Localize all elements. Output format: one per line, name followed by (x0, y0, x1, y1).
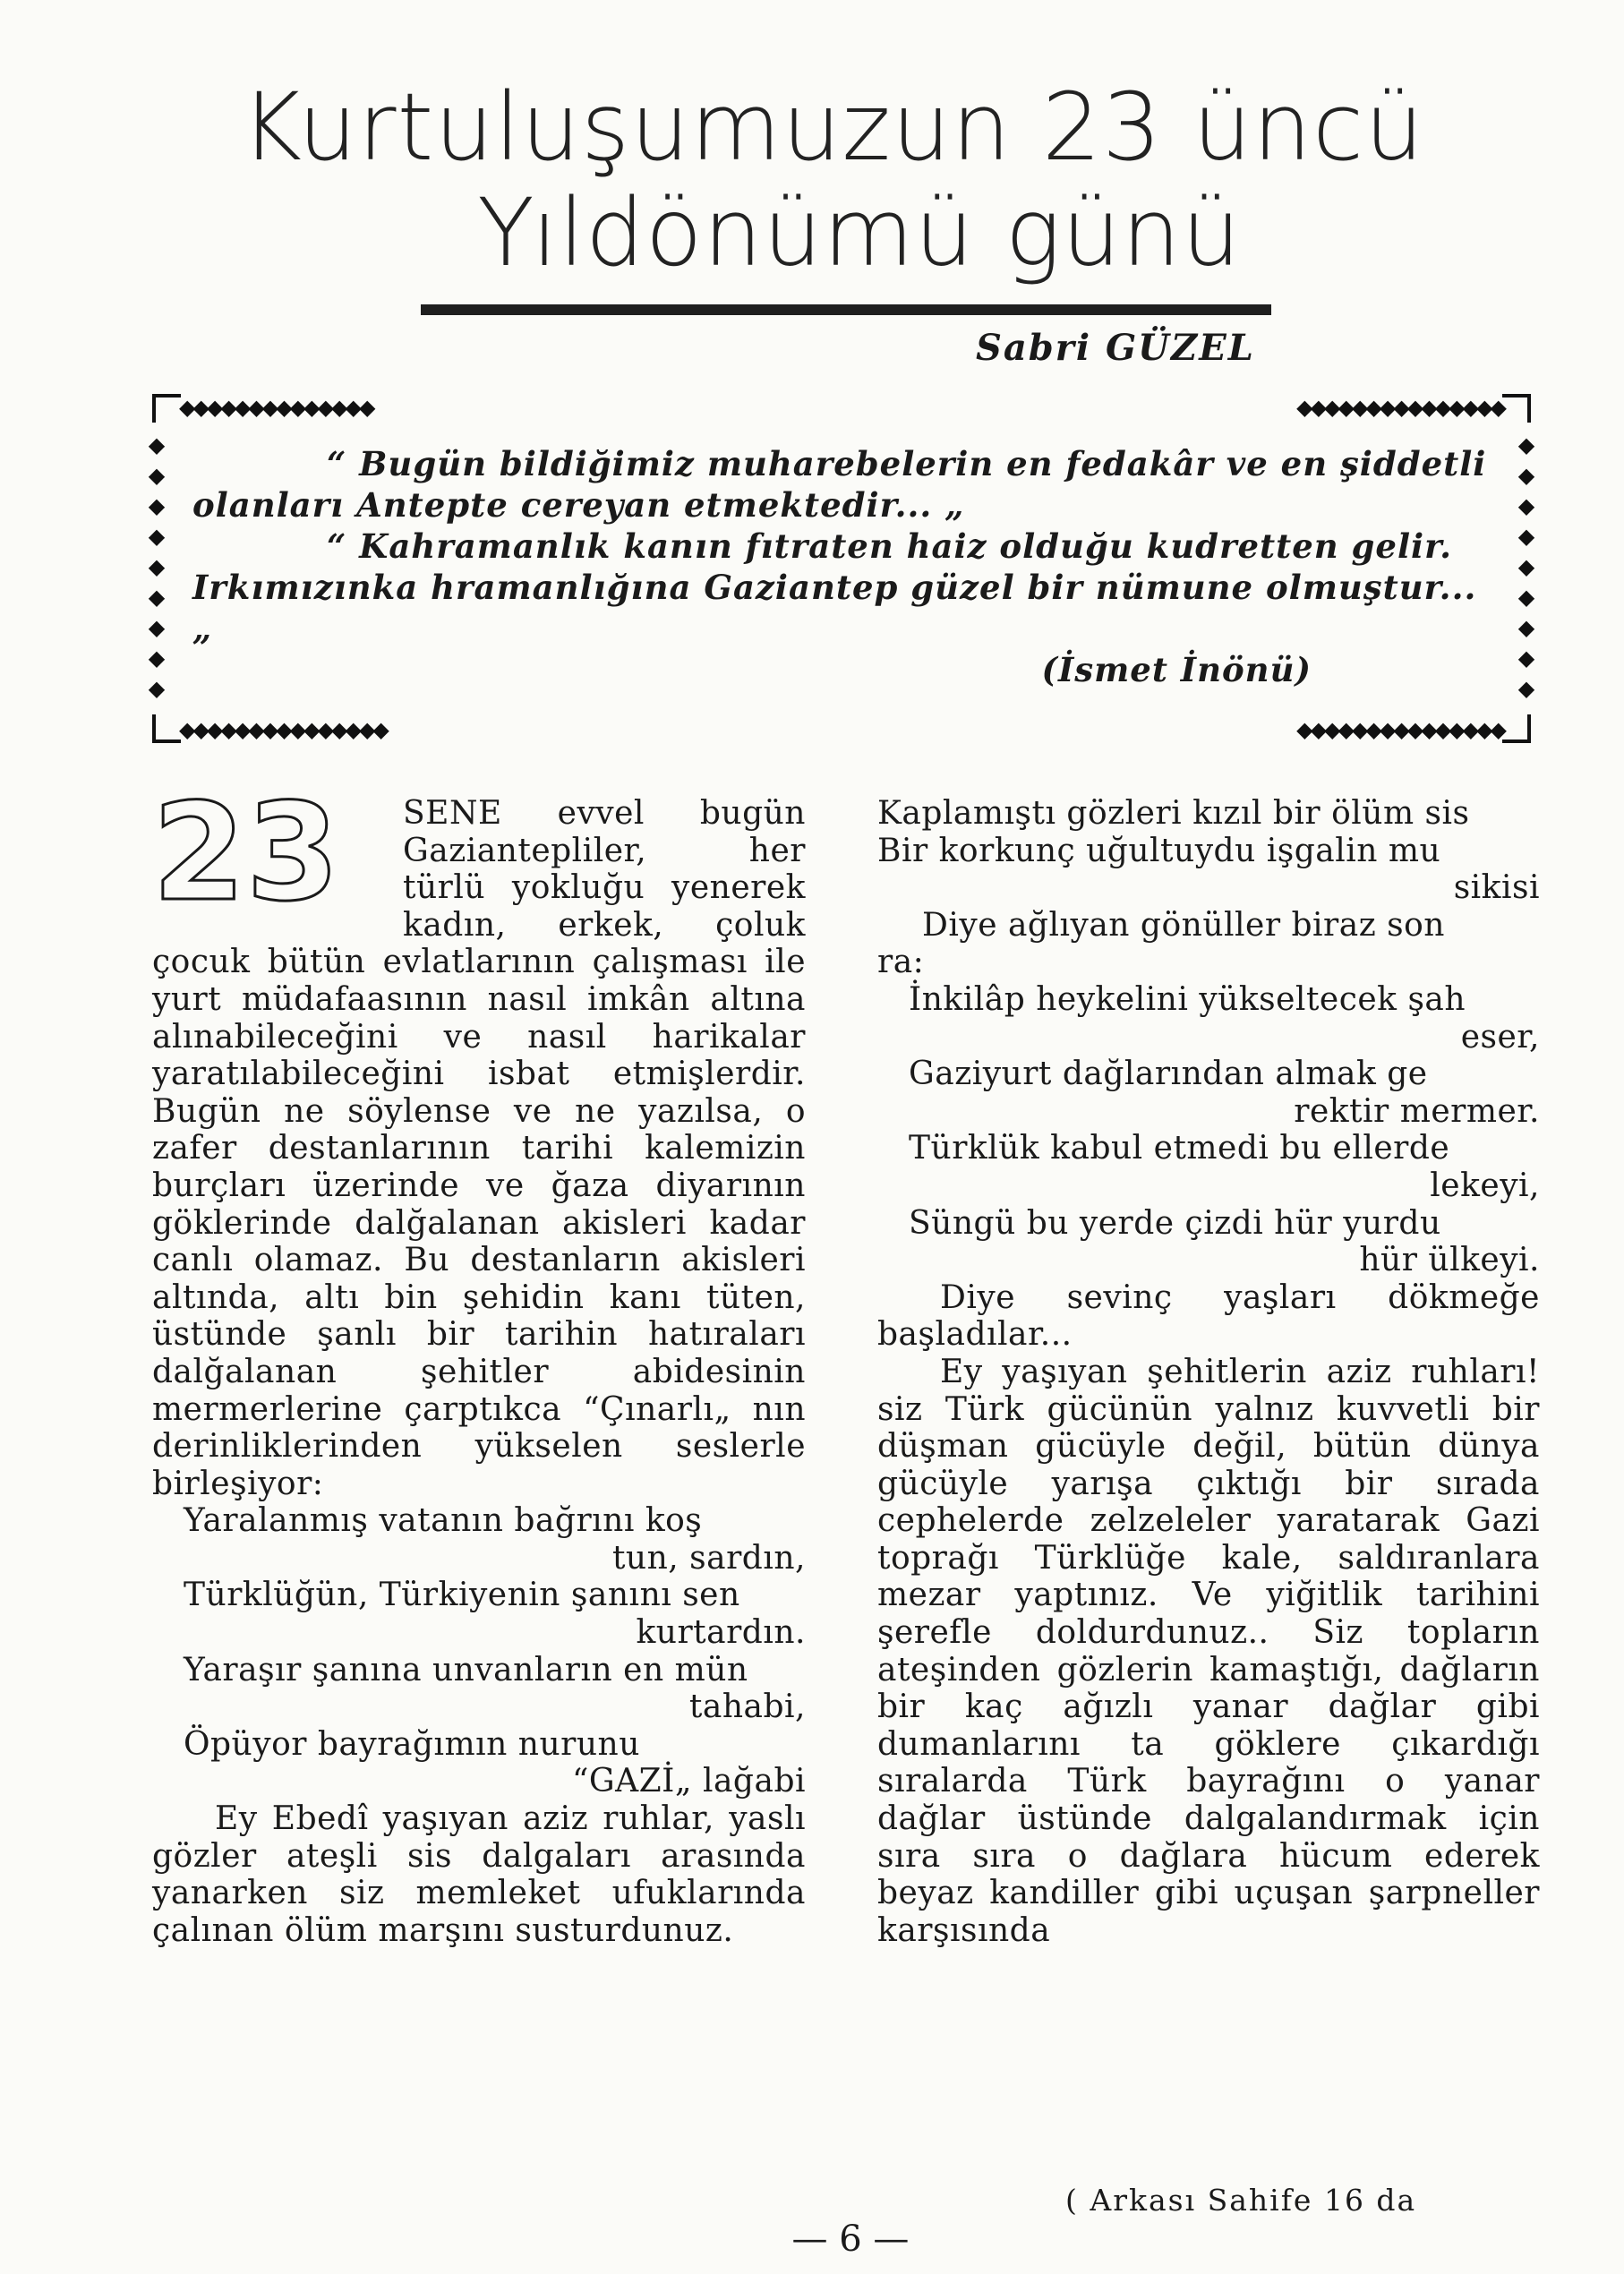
verse-line: Süngü bu yerde çizdi hür yurdu (909, 1204, 1441, 1242)
diamond-border-top-right: ◆◆◆◆◆◆◆◆◆◆◆◆◆◆◆ (1296, 395, 1504, 420)
verse-line: kurtardın. (636, 1614, 806, 1652)
verse-line: ra: (877, 944, 925, 981)
quote-attribution: (İsmet İnönü) (1041, 650, 1312, 689)
diamond-border-top-left: ◆◆◆◆◆◆◆◆◆◆◆◆◆◆ (179, 395, 373, 420)
article-paragraph-left-end: Ey Ebedî yaşıyan aziz ruhlar, yaslı gözler ateşli sis dalgaları arasında yanarken siz memleket ufuklarında çalınan ölüm marşını susturdunuz. (152, 1800, 806, 1949)
verse-line: Bir korkunç uğultuydu işgalin mu (877, 832, 1441, 869)
diamond-border-bottom-right: ◆◆◆◆◆◆◆◆◆◆◆◆◆◆◆ (1296, 717, 1504, 742)
article-column-left (152, 775, 806, 1949)
verse-line: Türklük kabul etmedi bu ellerde (909, 1130, 1450, 1167)
verse-line: Gaziyurt dağlarından almak ge (909, 1056, 1428, 1093)
quote-paragraph-2: “ Kahramanlık kanın fıtraten haiz olduğu kudretten gelir. Irkımızınka hramanlığına Gaziantep güzel bir nümune olmuştur... „ (192, 526, 1477, 648)
verse-line: Yaraşır şanına unvanların en mün (184, 1651, 748, 1688)
article-paragraph-right-end: Ey yaşıyan şehitlerin aziz ruhları! siz Türk gücünün yalnız kuvvetli bir düşman gücüyle değil, bütün dünya gücüyle yarışa çıktığı bir sırada cephelerde zelzeleler yaratarak Gazi toprağı Türklüğe kale, saldıranlara mezar yaptınız. Ve yiğitlik tarihini şerefle doldurdunuz.. Siz topların ateşinden gözlerin kamaştığı, dağların bir kaç ağızlı yanar dağlar gibi dumanlarını ta göklere çıkardığı sıralarda Türk bayrağını o yanar dağlar üstünde dalgalandırmak için sıra sıra o dağlara hücum ederek beyaz kandiller gibi uçuşan şarpneller karşısında (877, 1353, 1540, 1949)
page-number: — 6 — (791, 2218, 910, 2260)
verse-line: Diye ağlıyan gönüller biraz son (922, 906, 1445, 944)
verse-line: Kaplamıştı gözleri kızıl bir ölüm sis (877, 795, 1470, 832)
verse-line: Türklüğün, Türkiyenin şanını sen (184, 1577, 740, 1614)
verse-line: lekeyi, (1430, 1167, 1540, 1204)
border-corner-bottom-left (152, 714, 181, 743)
verse-line: hür ülkeyi. (1359, 1242, 1540, 1279)
quote-box (148, 394, 1535, 743)
verse-line: Öpüyor bayrağımın nurunu (184, 1725, 640, 1763)
diamond-border-bottom-left: ◆◆◆◆◆◆◆◆◆◆◆◆◆◆◆ (179, 717, 387, 742)
verse-stanza-2 (877, 795, 1540, 1279)
verse-line: Yaralanmış vatanın bağrını koş (184, 1502, 703, 1540)
verse-line: İnkilâp heykelini yükseltecek şah (909, 980, 1466, 1018)
quote-text (192, 443, 1500, 690)
continued-note: ( Arkası Sahife 16 da (1065, 2183, 1417, 2218)
verse-line: “GAZİ„ lağabi (571, 1763, 806, 1800)
border-corner-top-right (1502, 394, 1531, 423)
border-corner-top-left (152, 394, 181, 423)
verse-line: tahabi, (688, 1688, 806, 1726)
diamond-border-left: ◆ ◆ ◆ ◆ ◆ ◆ ◆ ◆ ◆ (148, 432, 166, 701)
diamond-border-right: ◆ ◆ ◆ ◆ ◆ ◆ ◆ ◆ ◆ (1517, 432, 1535, 701)
article-intro: SENE evvel bugün Gaziantepliler, her türlü yokluğu yenerek kadın, erkek, çoluk çocuk bütün evlatlarının çalışması ile yurt müdafaasının nasıl imkân altına alınabileceğini ve nasıl harikalar yaratılabileceğini isbat etmişlerdir. Bugün ne söylense ve ne yazılsa, o zafer destanlarının tarihi kalemizin burçları üzerinde ve ğaza diyarının göklerinde dalğalanan akisleri kadar canlı olamaz. Bu destanların akisleri altında, altı bin şehidin kanı tüten, üstünde şanlı bir tarihin hatıraları dalğalanan şehitler abidesinin mermerlerine çarptıkca “Çınarlı„ nın derinliklerinden yükselen seslerle birleşiyor: (152, 795, 806, 1502)
border-corner-bottom-right (1502, 714, 1531, 743)
verse-line: sikisi (1453, 869, 1540, 907)
verse-stanza-1 (152, 1502, 806, 1800)
headline-rule (421, 304, 1271, 315)
verse-line: eser, (1460, 1018, 1540, 1056)
verse-line: tun, sardın, (611, 1539, 806, 1577)
headline-line-1: Kurtuluşumuzun 23 üncü (240, 73, 1425, 182)
verse-line: rektir mermer. (1294, 1092, 1540, 1130)
drop-cap-23: 23 (152, 775, 340, 931)
quote-paragraph-1: “ Bugün bildiğimiz muharebelerin en fedakâr ve en şiddetli olanları Antepte cereyan etmektedir... „ (192, 444, 1487, 525)
article-paragraph-right-mid: Diye sevinç yaşları dökmeğe başladılar... (877, 1278, 1540, 1354)
author-byline: Sabri GÜZEL (976, 327, 1255, 369)
headline-line-2: Yıldönümü günü (477, 178, 1242, 287)
article-column-right (877, 795, 1540, 1949)
